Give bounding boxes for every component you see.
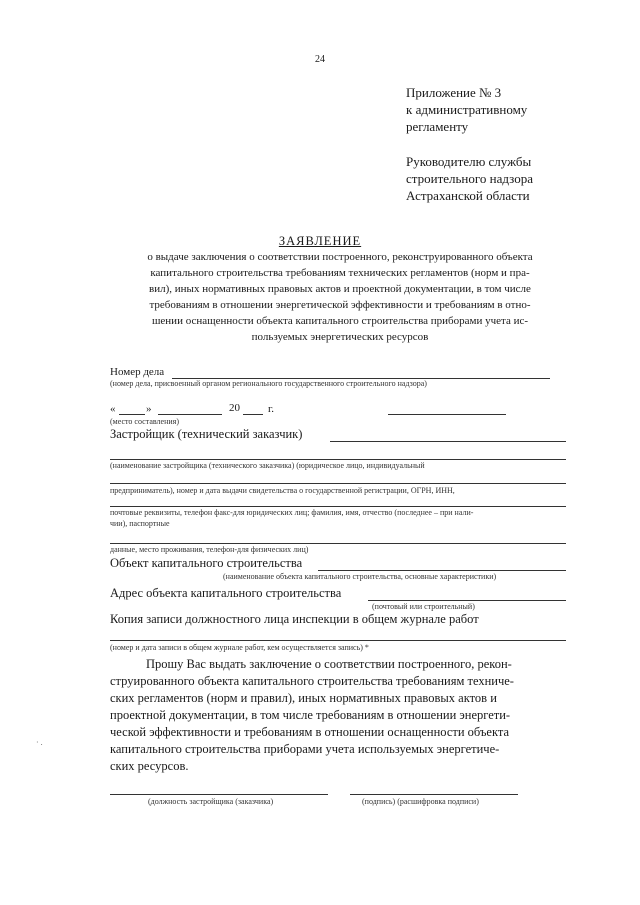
copy-record-caption: (номер и дата записи в общем журнале работ, кем осуществляется запись) * bbox=[110, 643, 369, 652]
appendix-line-3: регламенту bbox=[406, 119, 469, 134]
developer-caption-4: чии), паспортные bbox=[110, 519, 170, 528]
position-field[interactable] bbox=[110, 794, 328, 795]
date-open-quote: « bbox=[110, 403, 116, 415]
developer-label: Застройщик (технический заказчик) bbox=[110, 427, 303, 441]
date-close-quote: » bbox=[146, 403, 152, 415]
address-field[interactable] bbox=[368, 600, 566, 601]
subtitle-line: пользуемых энергетических ресурсов bbox=[251, 331, 429, 343]
appendix-line-2: к административному bbox=[406, 102, 528, 117]
request-line: ских регламентов (норм и правил), иных нормативных правовых актов и bbox=[110, 691, 497, 705]
address-caption: (почтовый или строительный) bbox=[372, 602, 475, 611]
request-line: струированного объекта капитального строительства требованиям техниче- bbox=[110, 674, 514, 688]
object-field[interactable] bbox=[318, 570, 566, 571]
recipient-line-1: Руководителю службы bbox=[406, 154, 532, 169]
request-line: ческой эффективности и требованиям в отношении оснащенности объекта bbox=[110, 725, 510, 739]
recipient-line-2: строительного надзора bbox=[406, 171, 533, 186]
place-field[interactable] bbox=[388, 414, 506, 415]
copy-record-label: Копия записи должностного лица инспекции в общем журнале работ bbox=[110, 612, 479, 626]
developer-caption-1: (наименование застройщика (технического заказчика) (юридическое лицо, индивидуальный bbox=[110, 461, 425, 470]
subtitle-line: вил), иных нормативных правовых актов и проектной документации, в том числе bbox=[149, 283, 531, 295]
request-line: капитального строительства приборами учета используемых энергетиче- bbox=[110, 742, 500, 756]
developer-caption-2: предприниматель), номер и дата выдачи свидетельства о государственной регистрации, ОГРН, ИНН, bbox=[110, 486, 455, 495]
request-line: Прошу Вас выдать заключение о соответствии построенного, рекон- bbox=[146, 657, 512, 671]
place-caption: (место составления) bbox=[110, 417, 179, 426]
subtitle-line: о выдаче заключения о соответствии построенного, реконструированного объекта bbox=[147, 251, 533, 263]
object-caption: (наименование объекта капитального строительства, основные характеристики) bbox=[223, 572, 497, 581]
developer-field-4[interactable] bbox=[110, 506, 566, 507]
request-line: ских ресурсов. bbox=[110, 759, 189, 773]
signature-field[interactable] bbox=[350, 794, 518, 795]
document-subtitle bbox=[110, 249, 570, 345]
case-number-caption: (номер дела, присвоенный органом регионального государственного строительного надзора) bbox=[110, 379, 427, 388]
request-line: проектной документации, в том числе требованиям в отношении энергети- bbox=[110, 708, 511, 722]
case-number-label: Номер дела bbox=[110, 366, 165, 378]
developer-field-3[interactable] bbox=[110, 483, 566, 484]
developer-field[interactable] bbox=[330, 441, 566, 442]
address-label: Адрес объекта капитального строительства bbox=[110, 586, 342, 600]
developer-caption-3: почтовые реквизиты, телефон факс-для юридических лиц; фамилия, имя, отчество (последнее – при нали- bbox=[110, 508, 474, 517]
developer-caption-5: данные, место проживания, телефон-для физических лиц) bbox=[110, 545, 309, 554]
developer-field-5[interactable] bbox=[110, 543, 566, 544]
subtitle-line: шении оснащенности объекта капитального строительства приборами учета ис- bbox=[151, 315, 529, 327]
appendix-line-1: Приложение № 3 bbox=[406, 85, 502, 100]
copy-record-field[interactable] bbox=[110, 640, 566, 641]
position-caption: (должность застройщика (заказчика) bbox=[148, 797, 274, 806]
document-title: ЗАЯВЛЕНИЕ bbox=[278, 234, 362, 248]
signature-caption: (подпись) (расшифровка подписи) bbox=[362, 797, 479, 806]
recipient-line-3: Астраханской области bbox=[406, 188, 530, 203]
date-year-suffix: г. bbox=[268, 403, 275, 415]
page-number: 24 bbox=[315, 54, 325, 65]
date-month-field[interactable] bbox=[158, 414, 222, 415]
subtitle-line: капитального строительства требованиям технических регламентов (норм и пра- bbox=[150, 267, 530, 279]
object-label: Объект капитального строительства bbox=[110, 556, 303, 570]
date-year-field[interactable] bbox=[243, 414, 263, 415]
scan-mark: · . bbox=[36, 738, 43, 747]
developer-field-2[interactable] bbox=[110, 459, 566, 460]
date-year-prefix: 20 bbox=[229, 402, 240, 414]
date-day-field[interactable] bbox=[119, 414, 145, 415]
request-paragraph bbox=[110, 656, 572, 775]
subtitle-line: требованиям в отношении энергетической эффективности и требованиям в отно- bbox=[149, 299, 531, 311]
